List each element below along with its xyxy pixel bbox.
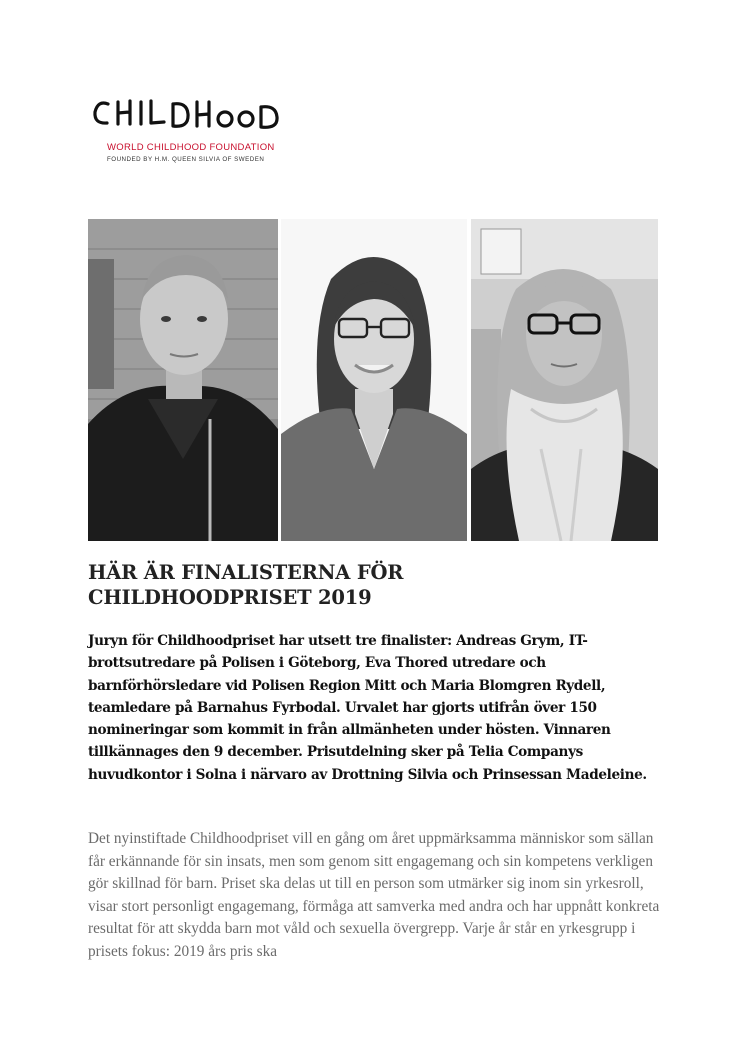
childhood-logo xyxy=(88,90,308,170)
article-title-line-2: CHILDHOODPRISET 2019 xyxy=(88,586,372,609)
portrait-woman-photo xyxy=(281,219,467,541)
article-body-paragraph: Det nyinstiftade Childhoodpriset vill en gång om året uppmärksamma människor som sällan får erkännande för sin insats, men som genom sitt engagemang och sin kompetens verkligen gör skillnad för barn. Priset ska delas ut till en person som utmärker sig inom sin yrkesroll, visar stort personligt engagemang, förmåga att samverka med andra och har uppnått konkreta resultat för att skydda barn mot våld och sexuella övergrepp. Varje år står en yrkesgrupp i prisets fokus: 2019 års pris ska xyxy=(88,830,660,960)
founded-by-line: FOUNDED BY H.M. QUEEN SILVIA OF SWEDEN xyxy=(107,156,265,163)
article-title-line-1: HÄR ÄR FINALISTERNA FÖR xyxy=(88,561,404,584)
finalist-photos xyxy=(88,219,658,541)
childhood-wordmark-logo xyxy=(88,90,308,136)
portrait-woman-glasses-scarf-photo xyxy=(471,219,658,541)
org-name: WORLD CHILDHOOD FOUNDATION xyxy=(107,142,275,153)
article-lead-paragraph: Juryn för Childhoodpriset har utsett tre finalister: Andreas Grym, IT-brottsutredare på Polisen i Göteborg, Eva Thored utredare och barnförhörsledare vid Polisen Region Mitt och Maria Blomgren Rydell, teamledare på Barnahus Fyrbodal. Urvalet har gjorts utifrån över 150 nomineringar som kommit in från allmänheten under hösten. Vinnaren tillkännages den 9 december. Prisutdelning sker på Telia Companys huvudkontor i Solna i närvaro av Drottning Silvia och Prinsessan Madeleine. xyxy=(88,633,647,783)
portrait-man-photo xyxy=(88,219,278,541)
article-title xyxy=(88,560,648,610)
